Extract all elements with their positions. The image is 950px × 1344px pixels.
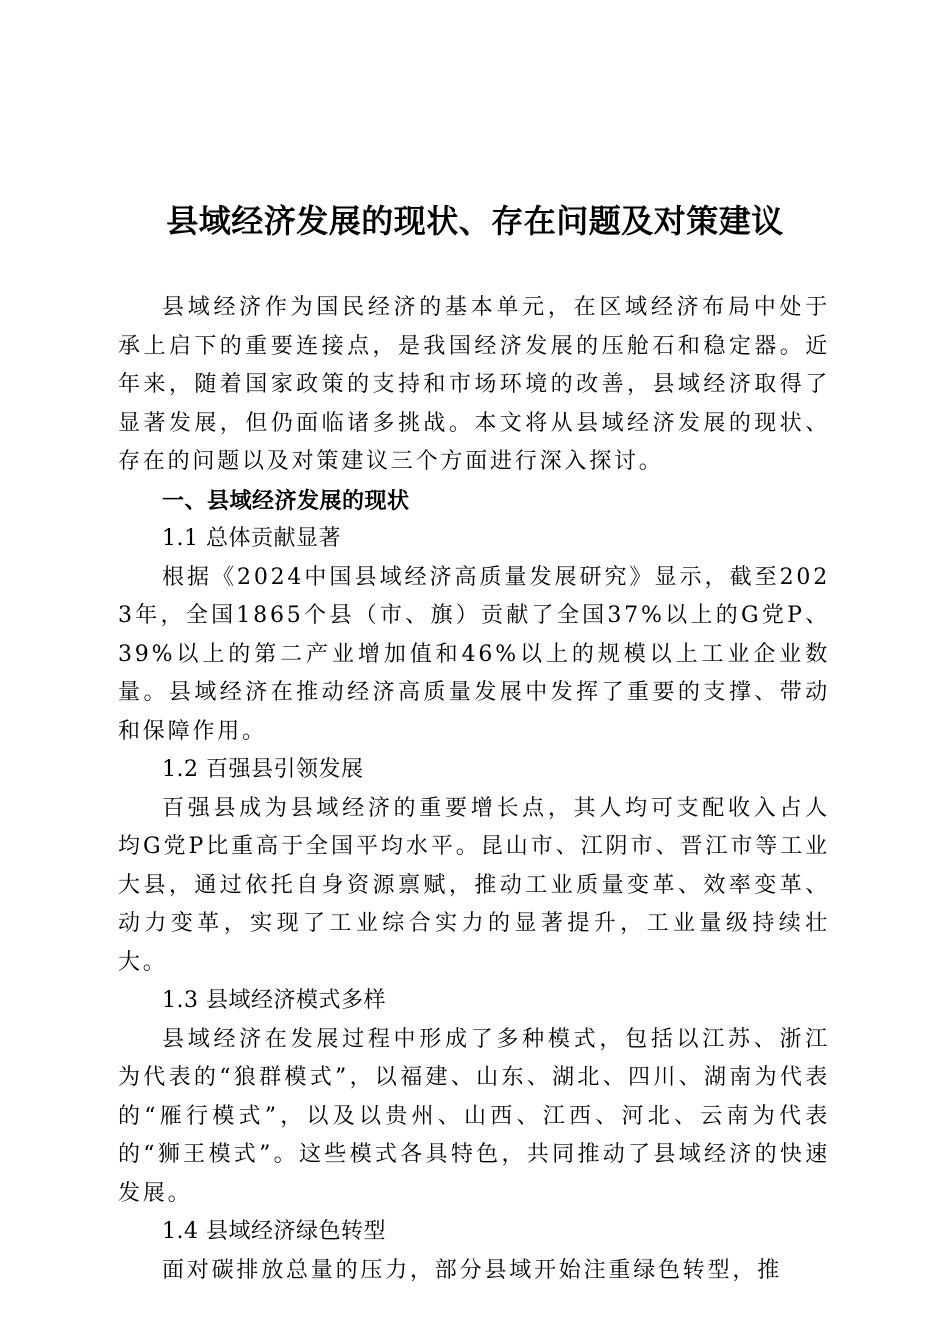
subsection-1-2-paragraph: 百强县成为县域经济的重要增长点，其人均可支配收入占人均G党P比重高于全国平均水平。昆山市、江阴市、晋江市等工业大县，通过依托自身资源禀赋，推动工业质量变革、效率变革、动力变革，实现了工业综合实力的显著提升，工业量级持续壮大。 [118,795,830,975]
document-title: 县域经济发展的现状、存在问题及对策建议 [166,202,784,240]
subsection-1-2-heading: 1.2 百强县引领发展 [162,757,364,782]
subsection-1-3-heading: 1.3 县域经济模式多样 [162,988,386,1013]
section-1-heading: 一、县域经济发展的现状 [162,487,410,514]
document-body [118,289,830,1290]
subsection-1-4-heading: 1.4 县域经济绿色转型 [162,1219,386,1244]
intro-paragraph: 县域经济作为国民经济的基本单元，在区域经济布局中处于承上启下的重要连接点，是我国经济发展的压舱石和稳定器。近年来，随着国家政策的支持和市场环境的改善，县域经济取得了显著发展，但仍面临诸多挑战。本文将从县域经济发展的现状、存在的问题以及对策建议三个方面进行深入探讨。 [118,295,830,474]
subsection-1-4-paragraph: 面对碳排放总量的压力，部分县域开始注重绿色转型，推 [162,1257,783,1283]
subsection-1-1-paragraph: 根据《2024中国县域经济高质量发展研究》显示，截至2023年，全国1865个县（市、旗）贡献了全国37%以上的G党P、39%以上的第二产业增加值和46%以上的规模以上工业企业数量。县域经济在推动经济高质量发展中发挥了重要的支撑、带动和保障作用。 [118,564,830,744]
subsection-1-3-paragraph: 县域经济在发展过程中形成了多种模式，包括以江苏、浙江为代表的“狼群模式”，以福建、山东、湖北、四川、湖南为代表的“雁行模式”，以及以贵州、山西、江西、河北、云南为代表的“狮王模式”。这些模式各具特色，共同推动了县域经济的快速发展。 [118,1026,830,1206]
subsection-1-1-heading: 1.1 总体贡献显著 [162,526,341,551]
